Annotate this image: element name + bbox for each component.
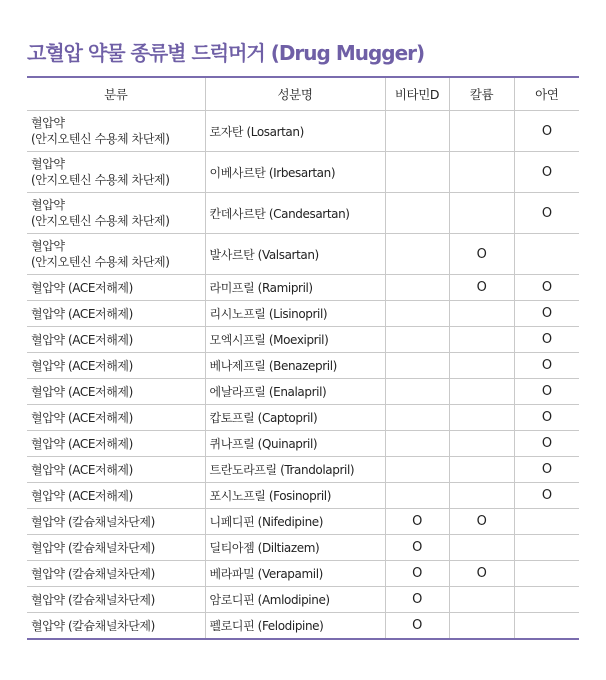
cell-zinc: O <box>514 301 579 327</box>
cell-category <box>27 483 205 509</box>
cell-ingredient: 발사르탄 (Valsartan) <box>205 234 385 275</box>
cell-zinc: O <box>514 457 579 483</box>
category-line: 혈압약 <box>31 239 65 253</box>
cell-ingredient: 칸데사르탄 (Candesartan) <box>205 193 385 234</box>
cell-potassium: O <box>449 234 514 275</box>
cell-zinc: O <box>514 111 579 152</box>
table-row <box>27 613 579 640</box>
cell-vitamin-d <box>385 234 449 275</box>
cell-category <box>27 111 205 152</box>
cell-ingredient: 트란도라프릴 (Trandolapril) <box>205 457 385 483</box>
header-ingredient: 성분명 <box>205 77 385 111</box>
cell-vitamin-d: O <box>385 587 449 613</box>
cell-zinc: O <box>514 405 579 431</box>
cell-potassium <box>449 301 514 327</box>
cell-potassium: O <box>449 275 514 301</box>
cell-zinc: O <box>514 327 579 353</box>
cell-category <box>27 234 205 275</box>
table-row <box>27 193 579 234</box>
category-line: 혈압약 (칼슘채널차단제) <box>31 540 155 555</box>
cell-potassium <box>449 431 514 457</box>
cell-ingredient: 캅토프릴 (Captopril) <box>205 405 385 431</box>
cell-potassium <box>449 327 514 353</box>
cell-zinc: O <box>514 353 579 379</box>
category-line: 혈압약 (ACE저해제) <box>31 384 133 399</box>
cell-ingredient: 리시노프릴 (Lisinopril) <box>205 301 385 327</box>
category-line: 혈압약 (칼슘채널차단제) <box>31 592 155 607</box>
cell-ingredient: 이베사르탄 (Irbesartan) <box>205 152 385 193</box>
cell-ingredient: 모엑시프릴 (Moexipril) <box>205 327 385 353</box>
cell-category <box>27 152 205 193</box>
cell-zinc: O <box>514 275 579 301</box>
table-row <box>27 587 579 613</box>
cell-potassium <box>449 613 514 640</box>
cell-category <box>27 431 205 457</box>
cell-potassium <box>449 152 514 193</box>
cell-vitamin-d <box>385 193 449 234</box>
cell-ingredient: 퀴나프릴 (Quinapril) <box>205 431 385 457</box>
table-row <box>27 353 579 379</box>
table-header-row <box>27 77 579 111</box>
cell-vitamin-d <box>385 152 449 193</box>
category-line: 혈압약 (ACE저해제) <box>31 332 133 347</box>
cell-ingredient: 펠로디핀 (Felodipine) <box>205 613 385 640</box>
category-line: 혈압약 (ACE저해제) <box>31 358 133 373</box>
cell-vitamin-d <box>385 457 449 483</box>
cell-ingredient: 베라파밀 (Verapamil) <box>205 561 385 587</box>
category-line: 혈압약 (ACE저해제) <box>31 410 133 425</box>
cell-potassium <box>449 111 514 152</box>
cell-vitamin-d <box>385 431 449 457</box>
category-line: (안지오텐신 수용체 차단제) <box>31 173 170 187</box>
category-line: 혈압약 <box>31 157 65 171</box>
cell-zinc <box>514 613 579 640</box>
cell-potassium <box>449 587 514 613</box>
cell-zinc <box>514 587 579 613</box>
cell-category <box>27 613 205 640</box>
cell-zinc: O <box>514 431 579 457</box>
cell-vitamin-d <box>385 111 449 152</box>
page-title: 고혈압 약물 종류별 드럭머거 (Drug Mugger) <box>27 41 425 65</box>
category-line: (안지오텐신 수용체 차단제) <box>31 132 170 146</box>
category-line: 혈압약 (칼슘채널차단제) <box>31 618 155 633</box>
cell-potassium <box>449 379 514 405</box>
cell-ingredient: 베나제프릴 (Benazepril) <box>205 353 385 379</box>
cell-vitamin-d: O <box>385 561 449 587</box>
cell-category <box>27 275 205 301</box>
table-row <box>27 457 579 483</box>
cell-potassium <box>449 193 514 234</box>
category-line: 혈압약 (ACE저해제) <box>31 488 133 503</box>
table-row <box>27 561 579 587</box>
cell-potassium <box>449 353 514 379</box>
table-row <box>27 405 579 431</box>
cell-category <box>27 353 205 379</box>
table-row <box>27 152 579 193</box>
cell-category <box>27 301 205 327</box>
cell-zinc: O <box>514 193 579 234</box>
cell-vitamin-d: O <box>385 535 449 561</box>
table-row <box>27 111 579 152</box>
cell-ingredient: 니페디핀 (Nifedipine) <box>205 509 385 535</box>
category-line: (안지오텐신 수용체 차단제) <box>31 255 170 269</box>
cell-zinc <box>514 234 579 275</box>
cell-ingredient: 포시노프릴 (Fosinopril) <box>205 483 385 509</box>
cell-ingredient: 라미프릴 (Ramipril) <box>205 275 385 301</box>
cell-ingredient: 딜티아젬 (Diltiazem) <box>205 535 385 561</box>
cell-vitamin-d <box>385 405 449 431</box>
cell-category <box>27 509 205 535</box>
cell-category <box>27 193 205 234</box>
cell-zinc: O <box>514 379 579 405</box>
table-row <box>27 483 579 509</box>
cell-vitamin-d: O <box>385 509 449 535</box>
cell-zinc: O <box>514 152 579 193</box>
table-row <box>27 327 579 353</box>
cell-vitamin-d <box>385 379 449 405</box>
cell-zinc <box>514 561 579 587</box>
header-category: 분류 <box>27 77 205 111</box>
header-potassium: 칼륨 <box>449 77 514 111</box>
header-zinc: 아연 <box>514 77 579 111</box>
table-row <box>27 275 579 301</box>
cell-zinc: O <box>514 483 579 509</box>
cell-potassium: O <box>449 561 514 587</box>
table-row <box>27 535 579 561</box>
cell-potassium <box>449 457 514 483</box>
table-row <box>27 379 579 405</box>
cell-ingredient: 암로디핀 (Amlodipine) <box>205 587 385 613</box>
category-line: 혈압약 (ACE저해제) <box>31 436 133 451</box>
category-line: 혈압약 (ACE저해제) <box>31 280 133 295</box>
cell-vitamin-d <box>385 353 449 379</box>
cell-ingredient: 에날라프릴 (Enalapril) <box>205 379 385 405</box>
category-line: (안지오텐신 수용체 차단제) <box>31 214 170 228</box>
cell-vitamin-d <box>385 327 449 353</box>
cell-category <box>27 379 205 405</box>
header-vitamin-d: 비타민D <box>385 77 449 111</box>
cell-potassium <box>449 535 514 561</box>
category-line: 혈압약 <box>31 116 65 130</box>
cell-zinc <box>514 535 579 561</box>
cell-vitamin-d <box>385 483 449 509</box>
cell-vitamin-d <box>385 275 449 301</box>
cell-category <box>27 535 205 561</box>
cell-zinc <box>514 509 579 535</box>
cell-vitamin-d <box>385 301 449 327</box>
table-row <box>27 301 579 327</box>
table-body <box>27 111 579 640</box>
drug-mugger-table <box>27 76 579 640</box>
table-row <box>27 234 579 275</box>
cell-category <box>27 327 205 353</box>
cell-potassium <box>449 483 514 509</box>
table-row <box>27 509 579 535</box>
category-line: 혈압약 <box>31 198 65 212</box>
cell-ingredient: 로자탄 (Losartan) <box>205 111 385 152</box>
cell-category <box>27 587 205 613</box>
category-line: 혈압약 (칼슘채널차단제) <box>31 566 155 581</box>
table-row <box>27 431 579 457</box>
category-line: 혈압약 (ACE저해제) <box>31 306 133 321</box>
cell-category <box>27 561 205 587</box>
cell-potassium: O <box>449 509 514 535</box>
category-line: 혈압약 (칼슘채널차단제) <box>31 514 155 529</box>
cell-category <box>27 457 205 483</box>
cell-potassium <box>449 405 514 431</box>
cell-category <box>27 405 205 431</box>
cell-vitamin-d: O <box>385 613 449 640</box>
category-line: 혈압약 (ACE저해제) <box>31 462 133 477</box>
